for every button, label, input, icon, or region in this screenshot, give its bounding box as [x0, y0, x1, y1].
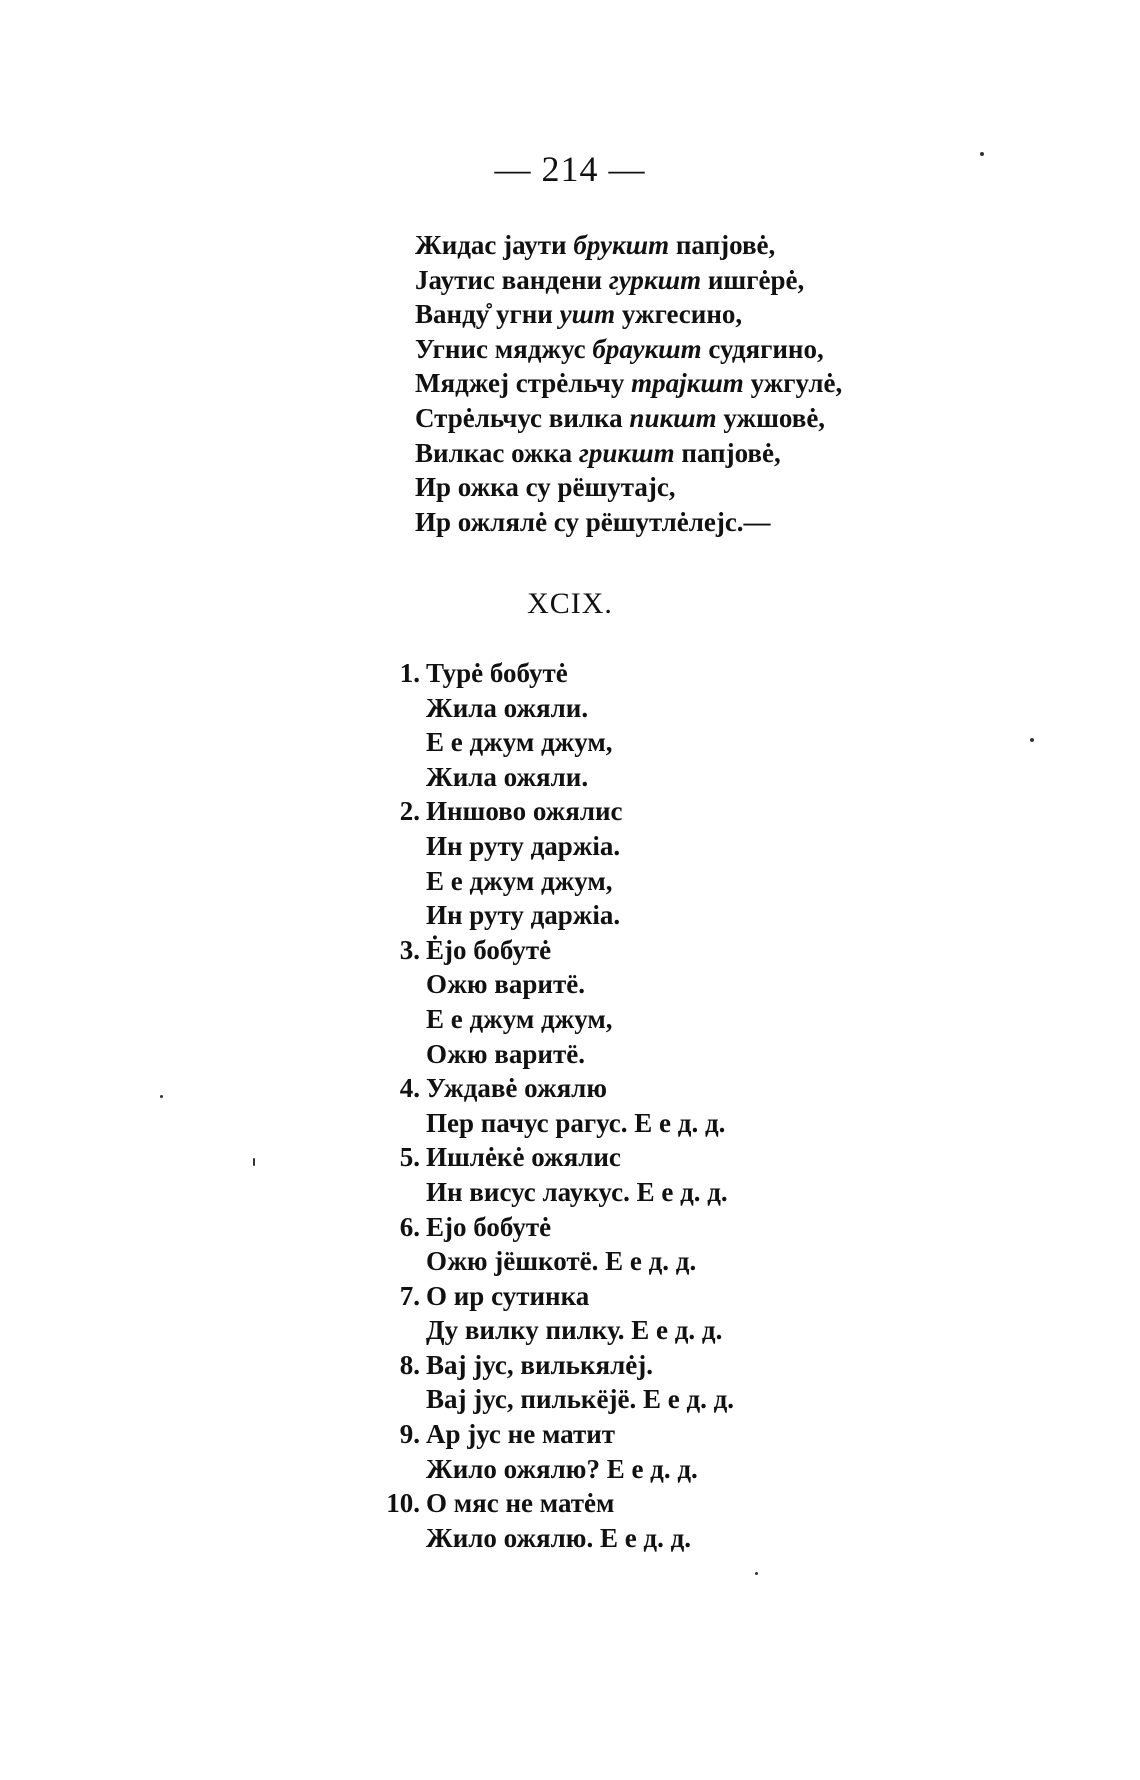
stanza-text: Е е джум джум,: [426, 865, 613, 896]
stanza-line: [370, 1175, 1110, 1210]
stanza-number-spacer: [370, 760, 420, 795]
verse-line: [415, 297, 1115, 332]
stanza-number: 6.: [399, 1211, 420, 1242]
stanza-text: Ар јус не матит: [426, 1419, 616, 1450]
stanza-line: [370, 829, 1110, 864]
verse-text: ишгėрė,: [701, 264, 805, 295]
stanza-number-spacer: [370, 1313, 420, 1348]
verse-onomatopoeia: грикшт: [578, 437, 675, 468]
verse-line: [415, 332, 1115, 367]
stanza-number: 1.: [399, 658, 420, 688]
stanza-line: [370, 1037, 1110, 1072]
stanza-line: [370, 1279, 1110, 1314]
verse-line: [415, 366, 1115, 401]
stanza-line: [370, 933, 1110, 968]
stanza-text: Ишлėкė ожялис: [426, 1142, 621, 1173]
page-number: — 214 —: [494, 149, 646, 189]
stanza-line: [370, 1417, 1110, 1452]
stanza-text: Жила ожяли.: [426, 692, 589, 723]
verse-line: [415, 470, 1115, 505]
scan-speck: [1030, 738, 1034, 742]
stanza-number: 10.: [386, 1488, 420, 1519]
verse-onomatopoeia: гуркшт: [608, 264, 702, 295]
stanza-text: Ожю варитё.: [426, 969, 585, 1000]
stanza-text: Ėјо бобутė: [426, 934, 552, 965]
verse-text: Жидас јаути: [415, 230, 574, 260]
verse-text: Ир ожка су рёшутајс,: [415, 472, 676, 503]
verse-text: Јаутис вандени: [415, 264, 609, 295]
stanza-number-spacer: [370, 1002, 420, 1037]
stanza-line: [370, 1106, 1110, 1141]
verse-line: [415, 228, 1115, 263]
stanza-line: [370, 725, 1110, 760]
stanza-number: 4.: [399, 1073, 420, 1104]
stanza-number: 8.: [399, 1349, 420, 1380]
stanza-number: 7.: [399, 1280, 420, 1311]
stanza-line: [370, 691, 1110, 726]
stanza-number: 3.: [399, 934, 420, 965]
verse-top: [415, 228, 1115, 539]
stanza-text: Турė бобутė: [426, 658, 568, 688]
stanza-text: Иншово ожялис: [426, 796, 623, 827]
stanza-line: [370, 1140, 1110, 1175]
scan-speck: [253, 1158, 255, 1166]
stanza-number-spacer: [370, 1106, 420, 1141]
stanza-text: Ин руту даржia.: [426, 830, 621, 861]
stanza-number-spacer: [370, 725, 420, 760]
stanza-number-spacer: [370, 1382, 420, 1417]
stanza-number-spacer: [370, 1175, 420, 1210]
verse-text: папјовė,: [674, 437, 781, 468]
stanza-number-spacer: [370, 967, 420, 1002]
stanza-line: [370, 864, 1110, 899]
stanza-line: [370, 1071, 1110, 1106]
stanza-text: Уждавė ожялю: [426, 1073, 607, 1104]
stanza-number-spacer: [370, 898, 420, 933]
stanza-line: [370, 1452, 1110, 1487]
stanza-line: [370, 760, 1110, 795]
stanza-text: Ожю јёшкотё. Е е д. д.: [426, 1246, 697, 1277]
verse-text: ужгулė,: [743, 368, 843, 399]
stanza-line: [370, 794, 1110, 829]
verse-text: ужшовė,: [716, 402, 826, 433]
verse-text: ужгесино,: [615, 299, 743, 330]
verse-text: Вилкас ожка: [415, 437, 579, 468]
stanza-text: Жило ожялю. Е е д. д.: [426, 1522, 692, 1553]
stanza-text: Жила ожяли.: [426, 761, 589, 792]
stanza-line: [370, 967, 1110, 1002]
verse-line: [415, 401, 1115, 436]
stanza-text: Пер пачус рагус. Е е д. д.: [426, 1107, 726, 1138]
stanza-text: Вај јус, вилькялėј.: [426, 1349, 653, 1380]
stanza-line: [370, 1210, 1110, 1245]
stanzas: [370, 656, 1110, 1555]
verse-text: Стрėльчус вилка: [415, 402, 630, 433]
stanza-number-spacer: [370, 691, 420, 726]
verse-text: папјовė,: [669, 230, 776, 260]
stanza-number: 9.: [399, 1419, 420, 1450]
stanza-text: Жило ожялю? Е е д. д.: [426, 1453, 698, 1484]
stanza-number-spacer: [370, 864, 420, 899]
stanza-text: Е е джум джум,: [426, 1003, 613, 1034]
stanza-text: Вај јус, пилькёјё. Е е д. д.: [426, 1384, 735, 1415]
verse-text: Угнис мяджус: [415, 333, 593, 364]
verse-line: [415, 263, 1115, 298]
verse-text: Ванду̊ угни: [415, 299, 560, 330]
stanza-number-spacer: [370, 1521, 420, 1556]
scan-speck: [980, 152, 984, 156]
verse-text: Ир ожлялė су рёшутлėлејс.—: [415, 506, 771, 537]
stanza-text: Ду вилку пилку. Е е д. д.: [426, 1315, 723, 1346]
verse-onomatopoeia: браукшт: [592, 333, 702, 364]
stanza-number-spacer: [370, 1452, 420, 1487]
stanza-line: [370, 898, 1110, 933]
stanza-number: 2.: [399, 796, 420, 827]
verse-onomatopoeia: пикшт: [629, 402, 717, 433]
verse-text: судягино,: [701, 333, 824, 364]
verse-onomatopoeia: ушт: [559, 299, 616, 330]
stanza-line: [370, 656, 1110, 691]
stanza-text: Ејо бобутė: [426, 1211, 552, 1242]
stanza-line: [370, 1382, 1110, 1417]
verse-onomatopoeia: брукшт: [573, 230, 670, 260]
stanza-line: [370, 1002, 1110, 1037]
verse-onomatopoeia: трајкшт: [631, 368, 744, 399]
section-heading: XCIX.: [527, 587, 613, 620]
stanza-number-spacer: [370, 1037, 420, 1072]
stanza-number: 5.: [399, 1142, 420, 1173]
stanza-text: О ир сутинка: [426, 1280, 590, 1311]
stanza-line: [370, 1244, 1110, 1279]
stanza-number-spacer: [370, 1244, 420, 1279]
verse-line: [415, 505, 1115, 540]
verse-line: [415, 436, 1115, 471]
stanza-text: Ин руту даржia.: [426, 900, 621, 931]
stanza-line: [370, 1486, 1110, 1521]
scan-speck: [160, 1095, 163, 1098]
stanza-text: О мяс не матėм: [426, 1488, 615, 1519]
stanza-line: [370, 1521, 1110, 1556]
stanza-line: [370, 1348, 1110, 1383]
verse-text: Мяджеј стрėльчу: [415, 368, 632, 399]
stanza-number-spacer: [370, 829, 420, 864]
stanza-text: Ин висус лаукус. Е е д. д.: [426, 1176, 728, 1207]
stanza-line: [370, 1313, 1110, 1348]
stanza-text: Е е джум джум,: [426, 727, 613, 758]
stanza-text: Ожю варитё.: [426, 1038, 585, 1069]
scan-speck: [755, 1572, 758, 1575]
